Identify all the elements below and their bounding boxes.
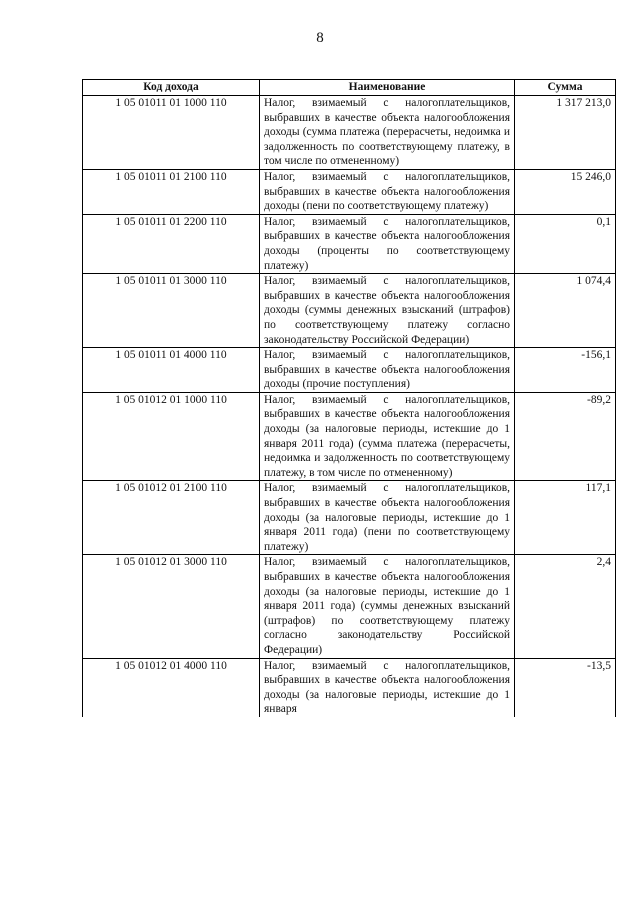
income-sum: 15 246,0: [515, 169, 616, 214]
income-name: Налог, взимаемый с налогоплательщиков, выбравших в качестве объекта налогообложения доходы (проценты по соответствующему платежу): [260, 214, 515, 273]
income-name: Налог, взимаемый с налогоплательщиков, выбравших в качестве объекта налогообложения доходы (за налоговые периоды, истекшие до 1 января: [260, 658, 515, 717]
column-header-name: Наименование: [260, 80, 515, 96]
income-name: Налог, взимаемый с налогоплательщиков, выбравших в качестве объекта налогообложения доходы (за налоговые периоды, истекшие до 1 января 2011 года) (сумма платежа (перерасчеты, недоимка и задолженность по соответствующему платежу, в том числе по отмененному): [260, 392, 515, 481]
income-code: 1 05 01011 01 2200 110: [83, 214, 260, 273]
income-sum: 1 074,4: [515, 274, 616, 348]
income-code: 1 05 01012 01 3000 110: [83, 555, 260, 658]
income-name: Налог, взимаемый с налогоплательщиков, выбравших в качестве объекта налогообложения доходы (за налоговые периоды, истекшие до 1 января 2011 года) (суммы денежных взысканий (штрафов) по соответствующему платежу согласно законодательству Российской Федерации): [260, 555, 515, 658]
table-row: [83, 555, 616, 658]
income-name: Налог, взимаемый с налогоплательщиков, выбравших в качестве объекта налогообложения доходы (прочие поступления): [260, 348, 515, 393]
income-sum: 1 317 213,0: [515, 96, 616, 170]
income-sum: 117,1: [515, 481, 616, 555]
column-header-sum: Сумма: [515, 80, 616, 96]
income-sum: -13,5: [515, 658, 616, 717]
table-row: [83, 96, 616, 170]
table-row: [83, 392, 616, 481]
income-sum: -156,1: [515, 348, 616, 393]
table-row: [83, 214, 616, 273]
page-number: 8: [316, 30, 324, 46]
income-sum: 0,1: [515, 214, 616, 273]
table-header-row: [83, 80, 616, 96]
income-name: Налог, взимаемый с налогоплательщиков, выбравших в качестве объекта налогообложения доходы (за налоговые периоды, истекшие до 1 января 2011 года) (пени по соответствующему платежу): [260, 481, 515, 555]
income-name: Налог, взимаемый с налогоплательщиков, выбравших в качестве объекта налогообложения доходы (суммы денежных взысканий (штрафов) по соответствующему платежу согласно законодательству Российской Федерации): [260, 274, 515, 348]
income-code: 1 05 01012 01 2100 110: [83, 481, 260, 555]
income-code: 1 05 01011 01 1000 110: [83, 96, 260, 170]
income-code: 1 05 01012 01 1000 110: [83, 392, 260, 481]
income-code: 1 05 01011 01 2100 110: [83, 169, 260, 214]
table-row: [83, 169, 616, 214]
table-row: [83, 274, 616, 348]
income-code: 1 05 01012 01 4000 110: [83, 658, 260, 717]
income-code: 1 05 01011 01 4000 110: [83, 348, 260, 393]
income-table: [82, 79, 616, 717]
income-name: Налог, взимаемый с налогоплательщиков, выбравших в качестве объекта налогообложения доходы (пени по соответствующему платежу): [260, 169, 515, 214]
income-sum: 2,4: [515, 555, 616, 658]
income-code: 1 05 01011 01 3000 110: [83, 274, 260, 348]
table-row: [83, 348, 616, 393]
income-name: Налог, взимаемый с налогоплательщиков, выбравших в качестве объекта налогообложения доходы (сумма платежа (перерасчеты, недоимка и задолженность по соответствующему платежу, в том числе по отмененному): [260, 96, 515, 170]
table-row: [83, 658, 616, 717]
income-sum: -89,2: [515, 392, 616, 481]
table-row: [83, 481, 616, 555]
column-header-code: Код дохода: [83, 80, 260, 96]
